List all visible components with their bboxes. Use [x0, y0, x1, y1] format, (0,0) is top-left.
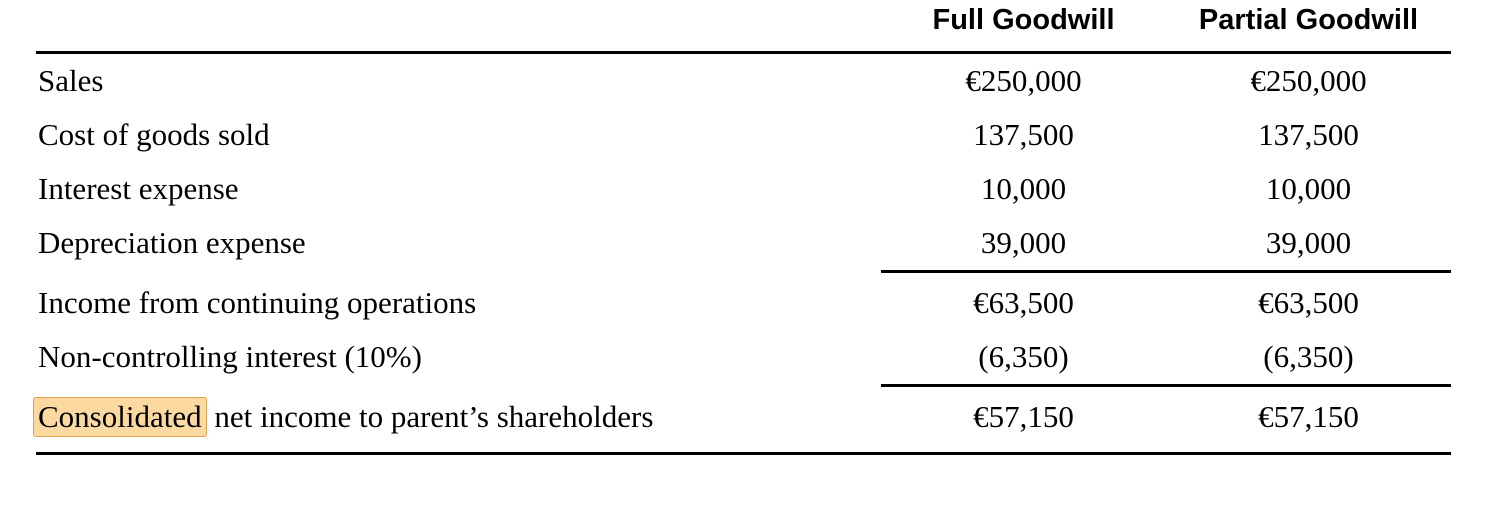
row-label-consolidated-net-income	[36, 390, 881, 444]
table-body	[36, 51, 1451, 444]
row-label-interest-expense: Interest expense	[38, 171, 239, 206]
row-value-depreciation-expense-full: 39,000	[881, 216, 1166, 272]
header-row	[36, 4, 1451, 51]
row-value-income-continuing-operations-full: €63,500	[973, 285, 1074, 320]
table-row	[36, 162, 1451, 216]
row-value-non-controlling-interest-partial: (6,350)	[1166, 330, 1451, 386]
table-row	[36, 390, 1451, 444]
highlighted-term: Consolidated	[33, 397, 207, 437]
row-label-sales: Sales	[38, 63, 104, 98]
table-row	[36, 216, 1451, 272]
row-value-interest-expense-partial: 10,000	[1265, 171, 1352, 206]
row-value-consolidated-net-income-partial: €57,150	[1258, 399, 1359, 434]
row-value-consolidated-net-income-full: €57,150	[973, 399, 1074, 434]
row-value-interest-expense-full: 10,000	[980, 171, 1067, 206]
table-header	[36, 4, 1451, 51]
row-value-income-continuing-operations-partial: €63,500	[1258, 285, 1359, 320]
comparison-table	[36, 4, 1451, 444]
row-value-cogs-partial: 137,500	[1258, 117, 1359, 152]
row-value-non-controlling-interest-full: (6,350)	[881, 330, 1166, 386]
table-bottom-rule	[36, 452, 1451, 455]
table-row	[36, 276, 1451, 330]
header-cell-partial-goodwill: Partial Goodwill	[1198, 4, 1419, 36]
table-row	[36, 330, 1451, 386]
row-value-sales-partial: €250,000	[1250, 63, 1367, 98]
row-label-depreciation-expense: Depreciation expense	[38, 225, 306, 260]
row-label-cogs: Cost of goods sold	[38, 117, 270, 152]
row-value-sales-full: €250,000	[965, 63, 1082, 98]
table-row	[36, 108, 1451, 162]
table-row	[36, 54, 1451, 108]
row-value-cogs-full: 137,500	[973, 117, 1074, 152]
header-cell-full-goodwill: Full Goodwill	[932, 4, 1115, 36]
row-value-depreciation-expense-partial: 39,000	[1166, 216, 1451, 272]
row-label-income-continuing-operations: Income from continuing operations	[38, 285, 477, 320]
financial-statement-table	[0, 4, 1487, 520]
row-label-non-controlling-interest: Non-controlling interest (10%)	[38, 339, 422, 374]
header-cell-label	[36, 4, 881, 51]
row-label-consolidated-net-income-rest: net income to parent’s shareholders	[206, 399, 654, 434]
